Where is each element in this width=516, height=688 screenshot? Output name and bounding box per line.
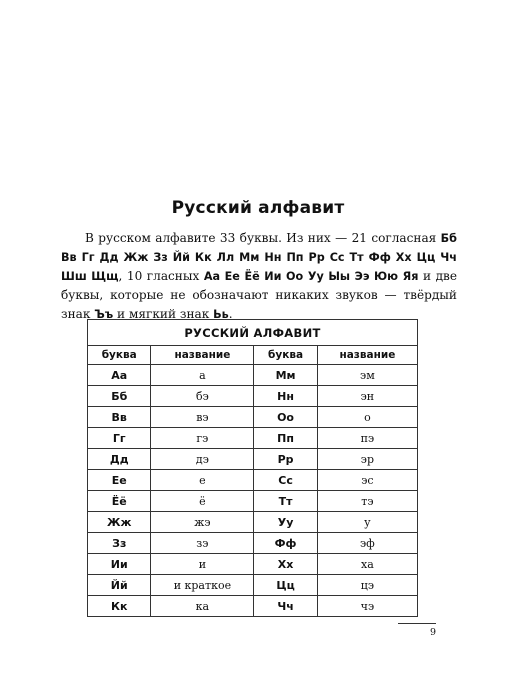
letter-cell: Цц <box>254 575 317 596</box>
bold-letters: Ъъ <box>94 308 114 321</box>
letter-cell: Зз <box>88 533 151 554</box>
letter-name-cell: эр <box>317 449 417 470</box>
letter-name-cell: зэ <box>151 533 254 554</box>
bold-letters: Бб Вв Гг Дд Жж Зз Йй Кк Лл Мм Нн Пп Рр Сс Тт Фф Хх Цц Чч Шш Щщ <box>61 232 457 283</box>
table-row <box>88 596 418 617</box>
letter-name-cell: эм <box>317 365 417 386</box>
letter-name-cell: ё <box>151 491 254 512</box>
letter-name-cell: ка <box>151 596 254 617</box>
column-header: название <box>317 346 417 365</box>
letter-name-cell: эф <box>317 533 417 554</box>
table-row <box>88 491 418 512</box>
letter-name-cell: о <box>317 407 417 428</box>
intro-paragraph <box>61 229 457 324</box>
table-row <box>88 428 418 449</box>
letter-name-cell: а <box>151 365 254 386</box>
table-row <box>88 407 418 428</box>
letter-cell: Хх <box>254 554 317 575</box>
letter-name-cell: пэ <box>317 428 417 449</box>
bold-letters: Ьь <box>213 308 229 321</box>
letter-name-cell: и краткое <box>151 575 254 596</box>
letter-cell: Пп <box>254 428 317 449</box>
letter-cell: Ее <box>88 470 151 491</box>
table-row <box>88 470 418 491</box>
letter-name-cell: эс <box>317 470 417 491</box>
letter-cell: Тт <box>254 491 317 512</box>
column-header: буква <box>254 346 317 365</box>
letter-cell: Гг <box>88 428 151 449</box>
paragraph-text: и мягкий знак <box>113 307 214 321</box>
letter-name-cell: бэ <box>151 386 254 407</box>
letter-cell: Сс <box>254 470 317 491</box>
table-row <box>88 386 418 407</box>
letter-cell: Дд <box>88 449 151 470</box>
letter-name-cell: дэ <box>151 449 254 470</box>
letter-cell: Жж <box>88 512 151 533</box>
paragraph-text: и две буквы, которые не обозначают никаких звуков — твёрдый знак <box>61 269 457 321</box>
table-caption: РУССКИЙ АЛФАВИТ <box>88 320 418 346</box>
letter-cell: Уу <box>254 512 317 533</box>
letter-name-cell: чэ <box>317 596 417 617</box>
letter-cell: Аа <box>88 365 151 386</box>
letter-cell: Кк <box>88 596 151 617</box>
letter-cell: Нн <box>254 386 317 407</box>
column-header: буква <box>88 346 151 365</box>
letter-name-cell: и <box>151 554 254 575</box>
letter-name-cell: тэ <box>317 491 417 512</box>
letter-name-cell: е <box>151 470 254 491</box>
table-row <box>88 554 418 575</box>
letter-name-cell: жэ <box>151 512 254 533</box>
alphabet-table <box>87 319 418 617</box>
table-row <box>88 533 418 554</box>
table-header-row <box>88 346 418 365</box>
letter-name-cell: эн <box>317 386 417 407</box>
column-header: название <box>151 346 254 365</box>
paragraph-text: . <box>228 307 233 321</box>
bold-letters: Аа Ее Ёё Ии Оо Уу Ыы Ээ Юю Яя <box>203 270 419 283</box>
paragraph-text: В русском алфавите 33 буквы. Из них — 21 согласная <box>85 231 441 245</box>
footer-rule <box>398 623 436 624</box>
letter-cell: Мм <box>254 365 317 386</box>
letter-name-cell: вэ <box>151 407 254 428</box>
letter-name-cell: гэ <box>151 428 254 449</box>
letter-cell: Фф <box>254 533 317 554</box>
letter-name-cell: ха <box>317 554 417 575</box>
letter-name-cell: цэ <box>317 575 417 596</box>
table-row <box>88 512 418 533</box>
letter-cell: Рр <box>254 449 317 470</box>
letter-cell: Ёё <box>88 491 151 512</box>
letter-cell: Вв <box>88 407 151 428</box>
letter-cell: Йй <box>88 575 151 596</box>
page-title: Русский алфавит <box>171 198 345 218</box>
letter-cell: Бб <box>88 386 151 407</box>
letter-cell: Оо <box>254 407 317 428</box>
table-row <box>88 365 418 386</box>
letter-name-cell: у <box>317 512 417 533</box>
page-number: 9 <box>429 627 436 638</box>
letter-cell: Ии <box>88 554 151 575</box>
letter-cell: Чч <box>254 596 317 617</box>
paragraph-text: , 10 гласных <box>118 269 204 283</box>
table-row <box>88 449 418 470</box>
table-row <box>88 575 418 596</box>
